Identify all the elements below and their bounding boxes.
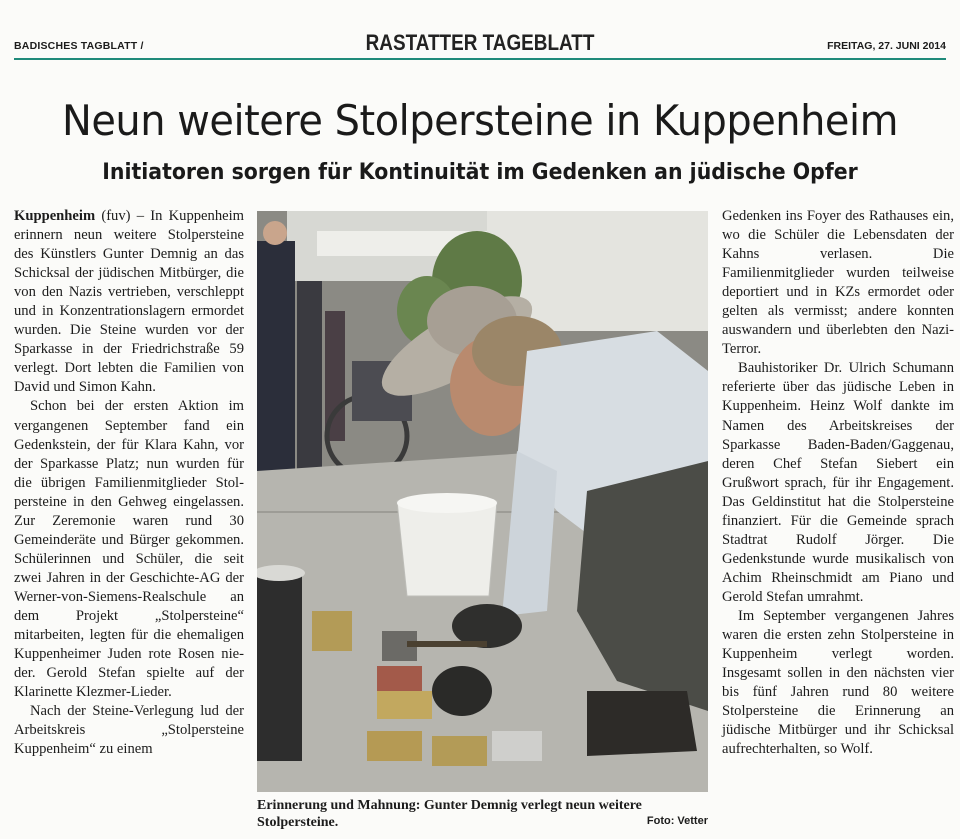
article-dateline: Kuppenheim (14, 208, 96, 224)
article-paragraph: Schon bei der ersten Aktion im vergangenen September fand ein Gedenkstein, der für Klara Kahn, vor der Sparkasse Platz; nun wurden für die übrigen Familienmitglieder Stolpersteine in den Gehweg eingelassen. Zur Zeremonie waren rund 30 Gemeinderäte und Bürger gekommen. Schülerinnen und Schüler, die seit zwei Jahren in der Geschichte-AG der Werner-von-Siemens-Realschule an dem Projekt „Stolpersteine“ mitarbeiten, legten für die ehemaligen Kuppenheimer Juden rote Rosen nieder. Gerold Stefan spielte auf der Klarinette Klezmer-Lieder. (14, 398, 244, 701)
article-column-right (722, 207, 954, 759)
article-subheadline: Initiatoren sorgen für Kontinuität im Gedenken an jüdische Opfer (102, 160, 858, 185)
article-paragraph-text: (fuv) – In Kuppenheim erinnern neun weitere Stolpersteine des Künstlers Gunter Demnig an das Schicksal der jüdischen Mitbürger, die von den Nazis vertrieben, verschleppt und in Konzentrationslagern ermordet wurden. Die Steine wurden vor der Sparkasse in der Friedrichstraße 59 verlegt. Dort lebten die Familien von David und Simon Kahn. (14, 208, 244, 396)
article-paragraph: Im September vergangenen Jahres waren die ersten zehn Stolpersteine in Kuppenheim verlegt worden. Insgesamt sollen in den nächsten vier bis fünf Jahren rund 80 weitere Stolpersteine die Erinnerung an jüdische Mitbürger und ihr Schicksal aufrechterhalten, so Wolf. (722, 607, 954, 758)
article-headline: Neun weitere Stolpersteine in Kuppenheim (61, 96, 898, 145)
masthead-rule (14, 58, 946, 60)
article-paragraph: Nach der Steine-Verlegung lud der Arbeitskreis „Stolpersteine Kuppenheim“ zu einem (14, 703, 244, 758)
masthead-date: FREITAG, 27. JUNI 2014 (827, 40, 946, 52)
photo-caption: Erinnerung und Mahnung: Gunter Demnig verlegt neun weitere Stolpersteine. (257, 798, 642, 830)
masthead-title: RASTATTER TAGEBLATT (365, 30, 595, 55)
article-column-left (14, 207, 244, 759)
article-paragraph: Gedenken ins Foyer des Rathauses ein, wo die Schüler die Lebensdaten der Kahns verlasen. Die Familienmitglieder wurden teilweise deportiert und in KZs ermordet oder gelten als vermisst; andere konnten auswandern und überlebten den Nazi-Terror. (722, 208, 954, 358)
article-paragraph (14, 207, 244, 397)
photo-illustration (257, 211, 708, 792)
article-paragraph: Bauhistoriker Dr. Ulrich Schumann referierte über das jüdische Leben in Kuppenheim. Heinz Wolf dankte im Namen des Arbeitskreises der Sparkasse Baden-Baden/Gaggenau, deren Chef Stefan Siebert ein Grußwort sprach, für ihr Engagement. Das Geldinstitut hat die Stolpersteine finanziert. Für die Gemeinde sprach Stadtrat Rudolf Jörger. Die Gedenkstunde wurde musikalisch von Achim Rheinschmidt am Piano und Gerold Stefan umrahmt. (722, 360, 954, 605)
article-photo (257, 211, 708, 792)
photo-credit: Foto: Vetter (646, 815, 708, 827)
masthead-publication: BADISCHES TAGBLATT / (14, 40, 144, 52)
